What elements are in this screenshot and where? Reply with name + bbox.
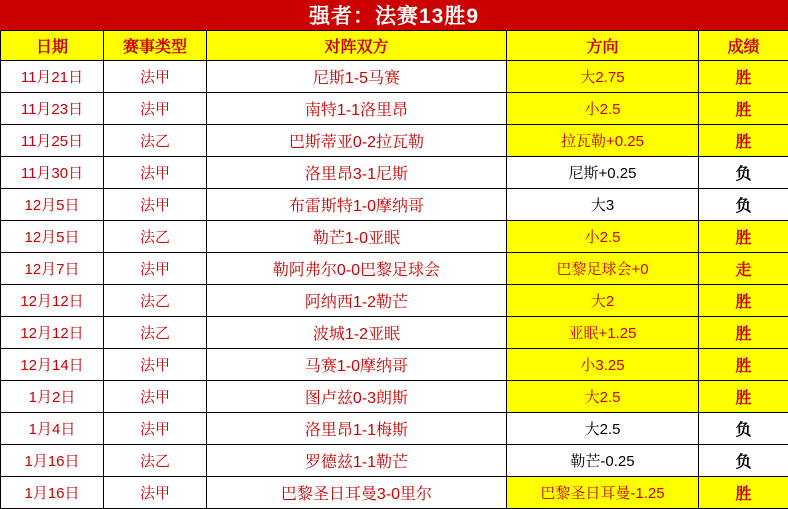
cell-direction: 大2.75 xyxy=(507,61,699,93)
cell-result: 负 xyxy=(699,157,788,189)
table-row xyxy=(1,477,788,509)
cell-result: 胜 xyxy=(699,61,788,93)
table-row xyxy=(1,61,788,93)
cell-match: 勒阿弗尔0-0巴黎足球会 xyxy=(207,253,507,285)
cell-league: 法甲 xyxy=(104,61,207,93)
cell-result: 胜 xyxy=(699,285,788,317)
cell-date: 12月14日 xyxy=(1,349,104,381)
cell-direction: 巴黎圣日耳曼-1.25 xyxy=(507,477,699,509)
column-header-direction: 方向 xyxy=(507,31,699,61)
cell-result: 胜 xyxy=(699,93,788,125)
title-bar xyxy=(0,0,788,30)
cell-match: 图卢兹0-3朗斯 xyxy=(207,381,507,413)
cell-league: 法甲 xyxy=(104,381,207,413)
cell-result: 负 xyxy=(699,413,788,445)
cell-result: 负 xyxy=(699,445,788,477)
cell-match: 波城1-2亚眠 xyxy=(207,317,507,349)
table-header xyxy=(1,31,788,61)
table-row xyxy=(1,253,788,285)
cell-date: 12月5日 xyxy=(1,221,104,253)
cell-league: 法甲 xyxy=(104,477,207,509)
cell-date: 12月12日 xyxy=(1,285,104,317)
cell-direction: 大2.5 xyxy=(507,381,699,413)
cell-result: 胜 xyxy=(699,317,788,349)
cell-league: 法乙 xyxy=(104,285,207,317)
cell-date: 11月30日 xyxy=(1,157,104,189)
page-title: 强者：法赛13胜9 xyxy=(309,0,479,30)
cell-direction: 小2.5 xyxy=(507,221,699,253)
table-row xyxy=(1,285,788,317)
cell-result: 胜 xyxy=(699,477,788,509)
table-row xyxy=(1,349,788,381)
table-row xyxy=(1,221,788,253)
cell-date: 11月21日 xyxy=(1,61,104,93)
cell-league: 法甲 xyxy=(104,189,207,221)
table-row xyxy=(1,317,788,349)
cell-match: 洛里昂1-1梅斯 xyxy=(207,413,507,445)
table-row xyxy=(1,413,788,445)
cell-direction: 尼斯+0.25 xyxy=(507,157,699,189)
cell-date: 11月25日 xyxy=(1,125,104,157)
table-row xyxy=(1,157,788,189)
cell-direction: 大2.5 xyxy=(507,413,699,445)
cell-result: 负 xyxy=(699,189,788,221)
cell-date: 1月4日 xyxy=(1,413,104,445)
table-row xyxy=(1,445,788,477)
cell-match: 南特1-1洛里昂 xyxy=(207,93,507,125)
cell-result: 胜 xyxy=(699,221,788,253)
cell-direction: 亚眠+1.25 xyxy=(507,317,699,349)
cell-match: 布雷斯特1-0摩纳哥 xyxy=(207,189,507,221)
table-row xyxy=(1,381,788,413)
table-header-row xyxy=(1,31,788,61)
cell-league: 法乙 xyxy=(104,125,207,157)
cell-result: 胜 xyxy=(699,349,788,381)
cell-date: 11月23日 xyxy=(1,93,104,125)
cell-league: 法甲 xyxy=(104,157,207,189)
column-header-result: 成绩 xyxy=(699,31,788,61)
cell-match: 巴斯蒂亚0-2拉瓦勒 xyxy=(207,125,507,157)
cell-match: 洛里昂3-1尼斯 xyxy=(207,157,507,189)
cell-league: 法甲 xyxy=(104,349,207,381)
cell-match: 阿纳西1-2勒芒 xyxy=(207,285,507,317)
cell-date: 1月2日 xyxy=(1,381,104,413)
cell-direction: 大3 xyxy=(507,189,699,221)
table-row xyxy=(1,189,788,221)
cell-match: 尼斯1-5马赛 xyxy=(207,61,507,93)
cell-match: 马赛1-0摩纳哥 xyxy=(207,349,507,381)
cell-direction: 拉瓦勒+0.25 xyxy=(507,125,699,157)
cell-date: 12月12日 xyxy=(1,317,104,349)
cell-direction: 大2 xyxy=(507,285,699,317)
cell-date: 1月16日 xyxy=(1,477,104,509)
cell-direction: 小3.25 xyxy=(507,349,699,381)
table-body xyxy=(1,61,788,509)
cell-date: 1月16日 xyxy=(1,445,104,477)
cell-result: 走 xyxy=(699,253,788,285)
cell-direction: 小2.5 xyxy=(507,93,699,125)
cell-league: 法乙 xyxy=(104,221,207,253)
cell-league: 法甲 xyxy=(104,253,207,285)
table-row xyxy=(1,125,788,157)
cell-result: 胜 xyxy=(699,125,788,157)
cell-match: 巴黎圣日耳曼3-0里尔 xyxy=(207,477,507,509)
cell-match: 勒芒1-0亚眠 xyxy=(207,221,507,253)
table-row xyxy=(1,93,788,125)
cell-league: 法甲 xyxy=(104,93,207,125)
column-header-league: 赛事类型 xyxy=(104,31,207,61)
cell-direction: 勒芒-0.25 xyxy=(507,445,699,477)
cell-match: 罗德兹1-1勒芒 xyxy=(207,445,507,477)
match-records-table xyxy=(0,30,788,509)
column-header-date: 日期 xyxy=(1,31,104,61)
cell-date: 12月5日 xyxy=(1,189,104,221)
cell-direction: 巴黎足球会+0 xyxy=(507,253,699,285)
cell-league: 法乙 xyxy=(104,445,207,477)
column-header-match: 对阵双方 xyxy=(207,31,507,61)
cell-result: 胜 xyxy=(699,381,788,413)
cell-league: 法甲 xyxy=(104,413,207,445)
cell-league: 法乙 xyxy=(104,317,207,349)
cell-date: 12月7日 xyxy=(1,253,104,285)
